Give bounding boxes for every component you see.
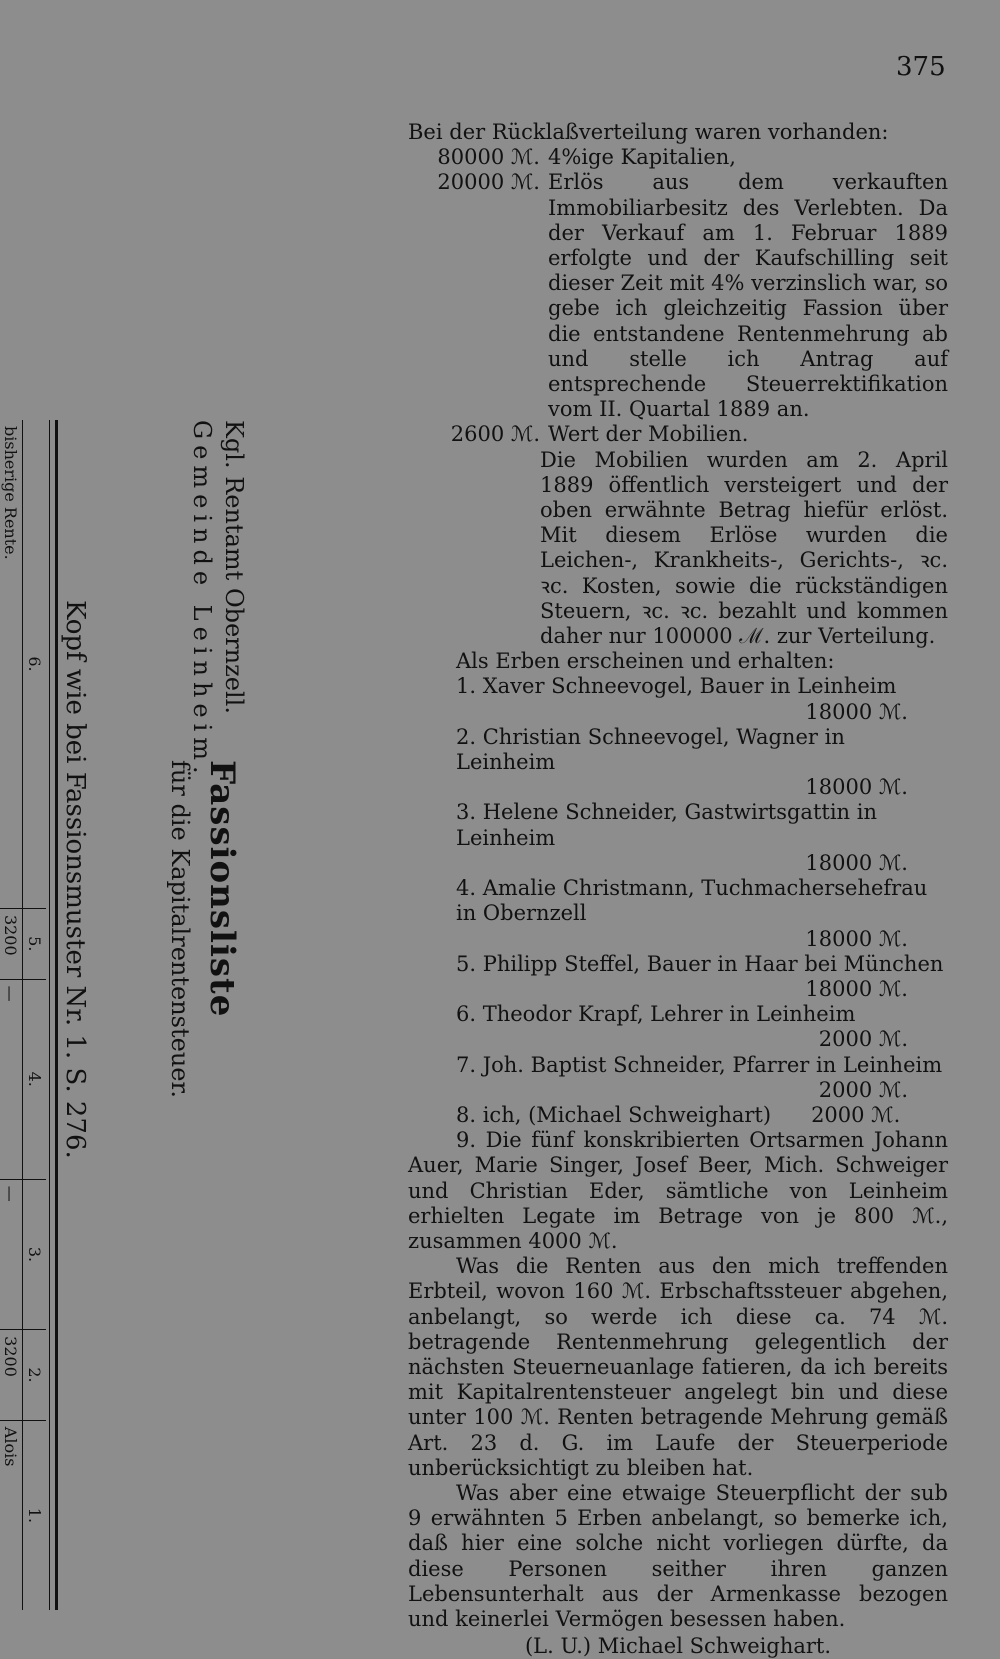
heir-text: 2. Christian Schneevogel, Wagner in Leinheim (456, 724, 845, 775)
table-column (0, 909, 46, 980)
table-cell: bisherige Rente. (1, 426, 20, 560)
column-head: 2. (22, 1330, 46, 1420)
heir-amount: 2000 ℳ. (811, 1102, 901, 1127)
asset-text: 4%ige Kapitalien, (548, 145, 736, 170)
form-title: Fassionsliste (202, 760, 242, 1018)
mobilien-text: Die Mobilien wurden am 2. April 1889 öffentlich versteigert und der oben erwähnte Betrag hiefür erlöst. Mit diesem Erlöse wurden die Leichen-, Krankheits-, Gerichts-, ꝛc. ꝛc. Kosten, sowie die rückständigen Steuern, ꝛc. ꝛc. bezahlt und kommen daher nur 100000 ℳ. zur Verteilung. (540, 447, 948, 649)
table-cell: 3200 (1, 1336, 20, 1377)
table-column (0, 980, 46, 1180)
heir-text: 7. Joh. Baptist Schneider, Pfarrer in Leinheim (456, 1052, 943, 1077)
table-rule (49, 420, 50, 1610)
table-column (0, 1330, 46, 1421)
fassionsliste-form (0, 420, 250, 1610)
heir-item (408, 1103, 948, 1128)
form-table (0, 420, 46, 1610)
table-cell: — (1, 1185, 20, 1202)
table-cell: Alois (1, 1426, 20, 1467)
asset-amount: 2600 ℳ. (450, 422, 540, 447)
heir-amount: 18000 ℳ. (805, 775, 908, 800)
heir-item (408, 1053, 948, 1103)
column-head: 1. (22, 1421, 46, 1610)
heir-text: 6. Theodor Krapf, Lehrer in Leinheim (456, 1002, 856, 1027)
intro-line: Bei der Rücklaßverteilung waren vorhanden: (408, 120, 889, 144)
heir-text: 4. Amalie Christmann, Tuchmachersehefrau in Obernzell (456, 876, 928, 926)
asset-text: Erlös aus dem verkauften Immobiliarbesitz des Verlebten. Da der Verkauf am 1. Februar 1889 erfolgte und der Kaufschilling seit dieser Zeit mit 4% verzinslich war, so gebe ich gleichzeitig Fassion über die entstandene Rentenmehrung ab und stelle ich Antrag auf entsprechende Steuerrektifikation vom II. Quartal 1889 an. (548, 170, 948, 422)
municipality-line: Gemeinde Leinheim. (188, 420, 216, 780)
asset-amount: 80000 ℳ. (437, 145, 540, 170)
main-text (408, 120, 948, 1659)
heir-amount: 2000 ℳ. (818, 1027, 908, 1052)
asset-amount: 20000 ℳ. (437, 170, 540, 195)
signature: (L. U.) Michael Schweighart. (524, 1634, 832, 1659)
paragraph: Was aber eine etwaige Steuerpflicht der sub 9 erwähnten 5 Erben anbelangt, so bemerke ich, daß hier eine solche nicht vorliegen dürfte, da diese Personen seither ihren ganzen Lebensunterhalt aus der Armenkasse bezogen und keinerlei Vermögen besessen haben. (408, 1480, 948, 1631)
table-column (0, 1421, 46, 1610)
page-number: 375 (896, 52, 946, 82)
column-head: 4. (22, 980, 46, 1179)
table-rule (55, 420, 58, 1610)
heir-amount: 18000 ℳ. (805, 850, 908, 875)
column-head: 6. (22, 420, 46, 908)
item-9: 9. Die fünf konskribierten Ortsarmen Johann Auer, Marie Singer, Josef Beer, Mich. Schweiger und Christian Eder, sämtliche von Leinheim erhielten Legate im Betrage von je 800 ℳ., zusammen 4000 ℳ. (408, 1128, 948, 1253)
heir-text: 8. ich, (Michael Schweighart) (456, 1102, 772, 1127)
column-head: 5. (22, 909, 46, 979)
heir-text: 3. Helene Schneider, Gastwirtsgattin in Leinheim (456, 800, 877, 850)
asset-row (408, 422, 948, 447)
asset-text: Wert der Mobilien. (548, 422, 749, 447)
asset-row (408, 170, 948, 422)
heir-amount: 18000 ℳ. (805, 976, 908, 1001)
heir-item (408, 1002, 948, 1052)
column-head: 3. (22, 1180, 46, 1329)
heir-text: 5. Philipp Steffel, Bauer in Haar bei München (456, 951, 944, 976)
heir-item (408, 952, 948, 1002)
heirs-intro: Als Erben erscheinen und erhalten: (456, 649, 835, 674)
heir-item (408, 800, 948, 876)
heir-item (408, 876, 948, 952)
asset-row (408, 145, 948, 170)
heir-item (408, 674, 948, 724)
paragraph: Was die Renten aus den mich treffenden Erbteil, wovon 160 ℳ. Erbschaftssteuer abgehen, anbelangt, so werde ich diese ca. 74 ℳ. betragende Rentenmehrung gelegentlich der nächsten Steuerneuanlage fatieren, da ich bereits mit Kapitalrentensteuer angelegt bin und diese unter 100 ℳ. Renten betragende Mehrung gemäß Art. 23 d. G. im Laufe der Steuerperiode unberücksichtigt zu bleiben hat. (408, 1254, 948, 1480)
office-block (186, 420, 250, 780)
table-cell: 3200 (1, 914, 20, 956)
form-subtitle: für die Kapitalrentensteuer. (166, 760, 194, 1098)
heir-item (408, 725, 948, 801)
form-headline: Kopf wie bei Fassionsmuster Nr. 1. S. 276. (60, 600, 90, 1159)
heir-amount: 18000 ℳ. (805, 699, 908, 724)
office-line: Kgl. Rentamt Obernzell. (220, 420, 248, 714)
heir-amount: 2000 ℳ. (818, 1077, 908, 1102)
table-cell: — (1, 985, 20, 1002)
table-column (0, 1180, 46, 1330)
heir-amount: 18000 ℳ. (805, 926, 908, 951)
table-column (0, 420, 46, 909)
heir-text: 1. Xaver Schneevogel, Bauer in Leinheim (456, 674, 897, 699)
